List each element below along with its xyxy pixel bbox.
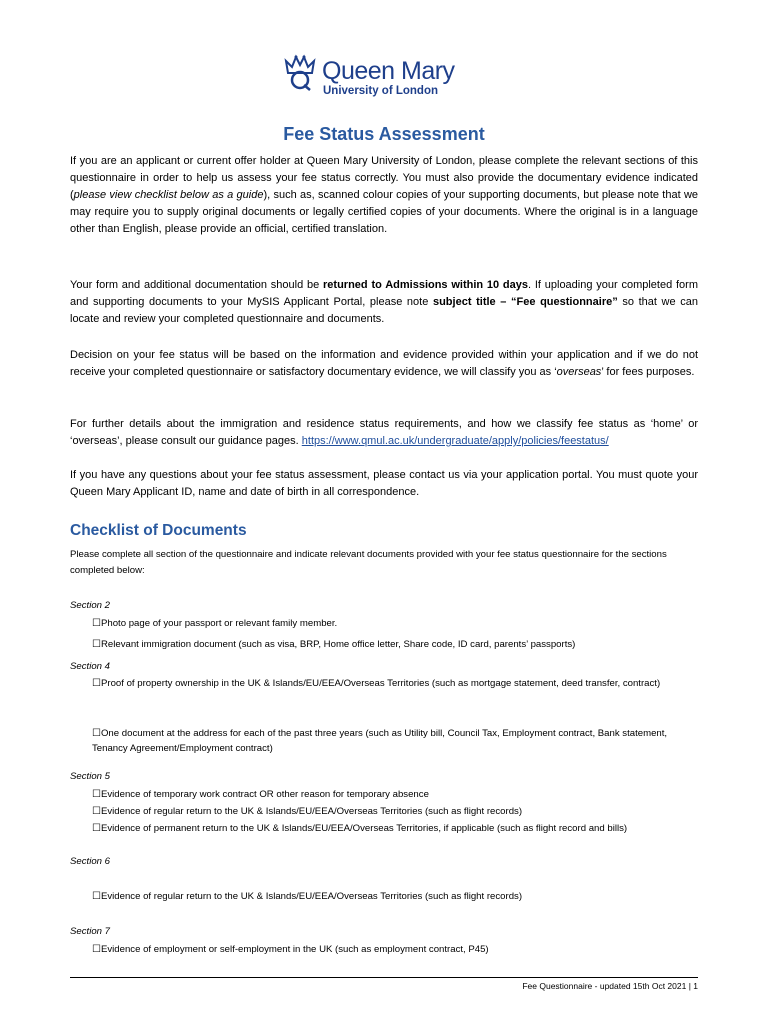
checkbox[interactable]: ☐	[92, 618, 101, 629]
p2-bold-2: subject title – “Fee questionnaire”	[432, 296, 618, 308]
footer-divider	[70, 977, 698, 978]
checklist-item	[92, 676, 692, 691]
p3-italic: overseas	[556, 366, 602, 378]
checkbox[interactable]: ☐	[92, 678, 101, 689]
checkbox[interactable]: ☐	[92, 789, 101, 800]
section-6-label: Section 6	[70, 856, 111, 867]
section-2-label: Section 2	[70, 600, 111, 611]
checklist-item	[92, 616, 692, 631]
checklist-item	[92, 821, 692, 836]
checklist-item	[92, 889, 692, 904]
p3-text-a: Decision on your fee status will be based on the information and evidence provided within your application and if we do not receive your completed questionnaire or satisfactory documentary evidence, we will classify you as ‘	[70, 349, 698, 378]
checkbox[interactable]: ☐	[92, 944, 101, 955]
p3-text-b: ’ for fees purposes.	[601, 366, 695, 378]
p2-text-c: so that we can locate and review your completed questionnaire and documents.	[70, 296, 698, 325]
guidance-link[interactable]: https://www.qmul.ac.uk/undergraduate/apply/policies/feestatus/	[301, 435, 609, 447]
checkbox[interactable]: ☐	[92, 639, 101, 650]
checkbox[interactable]: ☐	[92, 891, 101, 902]
logo-name: Queen Mary	[322, 57, 455, 85]
item-text: Proof of property ownership in the UK & Islands/EU/EEA/Overseas Territories (such as mortgage statement, deed transfer, contract)	[100, 678, 661, 689]
checkbox[interactable]: ☐	[92, 806, 101, 817]
p2-text-a: Your form and additional documentation should be	[70, 279, 324, 291]
item-text: Evidence of temporary work contract OR other reason for temporary absence	[100, 789, 429, 800]
intro-paragraph-4	[70, 416, 698, 450]
item-text: Evidence of permanent return to the UK & Islands/EU/EEA/Overseas Territories, if applicable (such as flight record and bills)	[100, 823, 628, 834]
item-text: Evidence of regular return to the UK & Islands/EU/EEA/Overseas Territories (such as flight records)	[100, 891, 523, 902]
p2-text-b: . If uploading your completed form and supporting documents to your MySIS Applicant Portal, please note	[70, 279, 698, 308]
p1-end: ), such as, scanned colour copies of your supporting documents, but please note that we may require you to supply original documents or legally certified copies of your documents. Where the original is in a language other than English, please provide an official, certified translation.	[70, 189, 699, 235]
item-text: Relevant immigration document (such as visa, BRP, Home office letter, Share code, ID card, parents’ passports)	[100, 639, 576, 650]
intro-paragraph-1	[70, 153, 698, 238]
p4-text: For further details about the immigration and residence status requirements, and how we classify fee status as ‘home’ or ‘overseas’, please consult our guidance pages.	[70, 418, 698, 447]
p1-text: If you are an applicant or current offer holder at Queen Mary University of London, please complete the relevant sections of this questionnaire in order to help us assess your fee status correctly. You must also provide the documentary evidence indicated (	[70, 155, 698, 201]
page-footer: Fee Questionnaire - updated 15th Oct 2021 | 1	[522, 981, 698, 991]
intro-paragraph-2	[70, 277, 698, 328]
item-text: Photo page of your passport or relevant family member.	[100, 618, 338, 629]
p2-bold-1: returned to Admissions within 10 days	[323, 279, 529, 291]
item-text: Evidence of regular return to the UK & Islands/EU/EEA/Overseas Territories (such as flight records)	[100, 806, 523, 817]
section-7-label: Section 7	[70, 926, 111, 937]
checklist-item	[92, 787, 692, 802]
section-4-label: Section 4	[70, 661, 111, 672]
checklist-intro: Please complete all section of the questionnaire and indicate relevant documents provided with your fee status questionnaire for the sections completed below:	[70, 549, 667, 576]
checklist-item	[92, 637, 692, 652]
section-5-label: Section 5	[70, 771, 111, 782]
checklist-item	[92, 804, 692, 819]
checklist-item	[92, 726, 692, 756]
checklist-heading: Checklist of Documents	[70, 522, 247, 539]
crown-crest-icon	[282, 53, 318, 93]
item-text: Evidence of employment or self-employment in the UK (such as employment contract, P45)	[100, 944, 489, 955]
checkbox[interactable]: ☐	[92, 823, 101, 834]
intro-paragraph-5: If you have any questions about your fee status assessment, please contact us via your application portal. You must quote your Queen Mary Applicant ID, name and date of birth in all correspondence.	[70, 469, 698, 498]
checklist-item	[92, 942, 692, 957]
p1-italic: please view checklist below as a guide	[73, 189, 264, 201]
item-text: One document at the address for each of the past three years (such as Utility bill, Council Tax, Employment contract, Bank statement, Tenancy Agreement/Employment contract)	[92, 728, 668, 754]
university-logo	[282, 53, 455, 99]
checkbox[interactable]: ☐	[92, 728, 101, 739]
intro-paragraph-3	[70, 347, 698, 381]
logo-subtitle: University of London	[323, 85, 438, 97]
page-title: Fee Status Assessment	[283, 124, 485, 144]
